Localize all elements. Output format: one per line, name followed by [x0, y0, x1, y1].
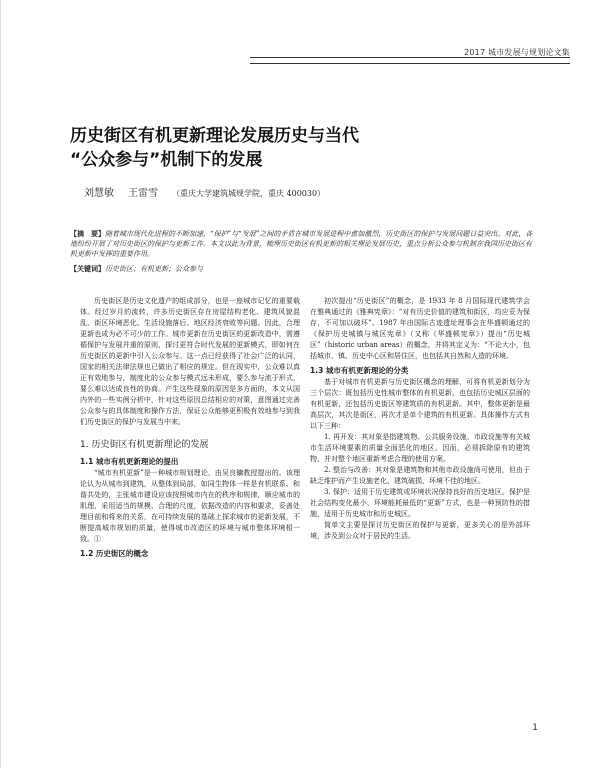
author-1: 刘慧敏: [84, 188, 114, 199]
closing-paragraph: 简单文主要是探讨历史街区的保护与更新，更多关心的是外部环境，涉及到公众对于居民的生活。: [310, 521, 530, 540]
affiliation: （重庆大学建筑城规学院，重庆 400030）: [172, 189, 326, 198]
abstract-label: 【摘 要】: [70, 229, 105, 238]
body-column-left: [80, 296, 300, 560]
list-item: 1. 再开发：其对象是指建筑物、公共服务设施、市政设施等有关城市生活环境要素的质量全面恶化的地区。因而，必须拆除原有的建筑物，并对整个地区重新考虑合理的使用方案。: [310, 433, 530, 463]
section-1-heading: 1. 历史街区有机更新理论的发展: [80, 440, 209, 450]
list-item: 3. 保护：适用于历史建筑或环境状况保持良好的历史地区。保护是社会结构变化最小、环境能耗最低的“更新”方式，也是一种预防性的措施，适用于历史城市和历史城区。: [310, 488, 530, 518]
running-header: 2017 城市发展与规划论文集: [464, 48, 570, 57]
section-1-1-heading: 1.1 城市有机更新理论的提出: [80, 457, 179, 466]
abstract: [70, 229, 535, 259]
page-number: 1: [532, 723, 538, 733]
keywords-text: 历史街区；有机更新；公众参与: [105, 265, 203, 273]
body-column-right: [310, 296, 530, 542]
section-1-3-heading: 1.3 城市有机更新理论的分类: [310, 366, 409, 375]
intro-paragraph: 历史街区是历史文化遗产的组成部分，也是一座城市记忆的重要载体。经过岁月的流转，许多历史街区存在房屋结构老化、建筑风貌混乱、街区环境恶化、生活设施落后、地区经济衰败等问题。因此，合理更新也成为必不可少的工作。城市更新在历史街区的更新改造中，需遵循保护与发展并重的原则，探讨更符合时代发展的更新模式，即如何在历史街区的更新中引入公众参与。这一点已经获得了社会广泛的认同，国家的相关法律法规也已做出了相应的规定。但在现实中，公众难以真正有效地参与，制度化的公众参与模式远未形成，要么参与流于形式，要么难以达成良性的协商。产生这些现象的原因是多方面的，本文从国内外的一些实例分析中，针对这些原因总结相应的对策，意图通过完善公众参与的具体制度和操作方法，保证公众能够更积极有效地参与到我们历史街区的保护与发展当中来。: [80, 297, 300, 426]
section-1-2-heading: 1.2 历史街区的概念: [80, 549, 149, 558]
keywords: [70, 264, 535, 274]
abstract-text: 随着城市现代化进程的不断加速，“保护”与“发展”之间的矛盾在城市发展进程中愈加激烈，历史街区的保护与发展问题日益突出。对此，各地纷纷开展了对历史街区的保护与更新工作。本文以此为背景，梳理历史街区有机更新的相关理论发展历史，重点分析公众参与机制在我国历史街区有机更新中发挥的重要作用。: [70, 230, 533, 258]
title-line-2: “公众参与”机制下的发展: [70, 150, 263, 170]
section-1-2-paragraph: 初次提出“历史街区”的概念，是 1933 年 8 月国际现代建筑学会在雅典通过的《雅典宪章》：“对有历史价值的建筑和街区，均应妥为保存，不可加以破坏”。1987 年由国际古迹遗址理事会在华盛顿通过的《保护历史城镇与城区宪章》（又称《华盛顿宪章》）提出“历史城区”（historic urban areas）的概念，并将其定义为：“不论大小，包括城市、镇、历史中心区和居住区，也包括其自然和人造的环境。: [310, 297, 530, 360]
author-line: [84, 184, 325, 199]
header-double-rule: [250, 57, 570, 64]
keywords-label: 【关键词】: [70, 264, 105, 273]
list-item: 2. 整治与改善：其对象是建筑物和其他市政设施尚可使用，但由于缺乏维护而产生设施老化、建筑破损、环境不佳的地区。: [310, 466, 530, 485]
section-1-3-paragraph: 基于对城市有机更新与历史街区概念的理解，可将有机更新划分为三个层次：既包括历史性城市整体的有机更新，也包括历史城区层面的有机更新，还包括历史街区等建筑质的有机更新。其中，整体更新是最高层次，其次是街区，再次才是单个建筑的有机更新。具体操作方式有以下三种：: [310, 378, 530, 430]
section-1-1-paragraph: “城市有机更新”是一种城市规划理论，由吴良镛教授提出的。该理论认为从城市到建筑，从整体到局部，如同生物体一样是有机联系、和谐共处的，主张城市建设应该按照城市内在的秩序和规律，顺应城市的肌理，采用适当的规模、合理的尺度，依据改造的内容和要求，妥善处理目前和将来的关系，在可持续发展的基础上探求城市的更新发展，不断提高城市规划的质量，使得城市改造区的环境与城市整体环境相一致。①: [80, 469, 300, 543]
title-line-1: 历史街区有机更新理论发展历史与当代: [70, 126, 359, 146]
author-2: 王雷雪: [128, 188, 158, 199]
article-title: [70, 124, 540, 172]
